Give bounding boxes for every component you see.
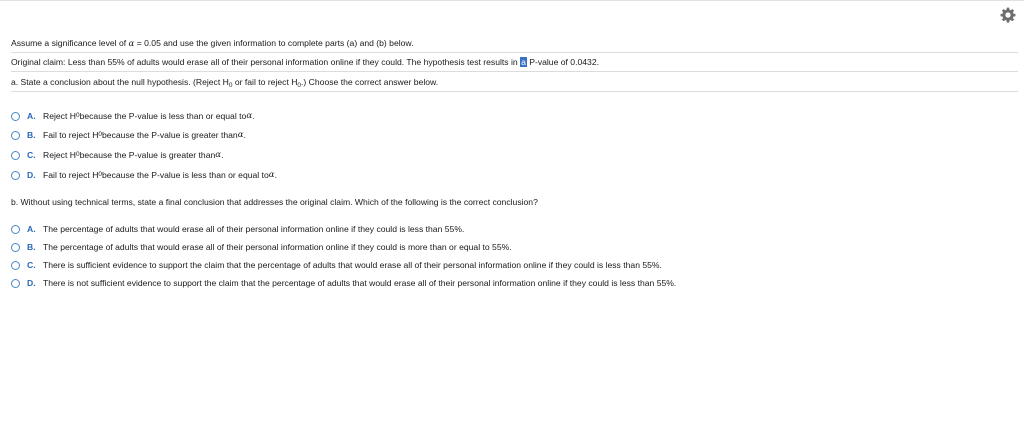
alpha-symbol: α xyxy=(128,39,135,49)
radio-button[interactable] xyxy=(11,131,20,140)
radio-button[interactable] xyxy=(11,243,20,252)
part-b-question: b. Without using technical terms, state a final conclusion that addresses the original claim. Which of the following is the correct conclusion? xyxy=(11,197,538,207)
part-b-option-c[interactable] xyxy=(11,259,662,271)
option-text: There is not sufficient evidence to support the claim that the percentage of adults that would erase all of their personal information online if they could is less than 55%. xyxy=(43,278,677,288)
claim-highlight: a xyxy=(521,57,526,67)
option-letter: B. xyxy=(27,242,36,252)
option-text: Reject H xyxy=(43,150,76,160)
radio-button[interactable] xyxy=(11,261,20,270)
option-letter: A. xyxy=(27,111,36,121)
subscript: 0 xyxy=(297,82,302,89)
option-letter: D. xyxy=(27,170,36,180)
option-text: Fail to reject H xyxy=(43,170,99,180)
part-a-q1: a. State a conclusion about the null hypothesis. (Reject H xyxy=(11,77,229,87)
alpha-symbol: α xyxy=(246,111,253,121)
option-end: . xyxy=(274,170,277,180)
radio-button[interactable] xyxy=(11,112,20,121)
part-b-option-d[interactable] xyxy=(11,277,676,289)
gear-icon[interactable] xyxy=(1000,7,1016,23)
option-text: Reject H xyxy=(43,111,76,121)
option-text: because the P-value is greater than xyxy=(79,150,216,160)
divider xyxy=(11,91,1018,92)
radio-button[interactable] xyxy=(11,151,20,160)
radio-button[interactable] xyxy=(11,279,20,288)
option-letter: C. xyxy=(27,150,36,160)
top-divider xyxy=(0,0,1024,1)
option-text: The percentage of adults that would erase all of their personal information online if they could is more than or equal to 55%. xyxy=(43,242,512,252)
option-text: because the P-value is less than or equal to xyxy=(102,170,269,180)
option-end: . xyxy=(252,111,255,121)
option-letter: B. xyxy=(27,130,36,140)
intro-alpha-value: = 0.05 and use the given information to complete parts (a) and (b) below. xyxy=(134,38,414,48)
option-text: The percentage of adults that would erase all of their personal information online if they could is less than 55%. xyxy=(43,224,465,234)
divider xyxy=(11,71,1018,72)
claim-pvalue: P-value of 0.0432. xyxy=(526,57,599,67)
option-text: Fail to reject H xyxy=(43,130,99,140)
alpha-symbol: α xyxy=(215,150,222,160)
part-a-option-a[interactable]: A. Reject H 0 because the P-value is less than or equal to α . xyxy=(11,110,255,122)
intro-prefix: Assume a significance level of xyxy=(11,38,129,48)
option-text: because the P-value is less than or equal to xyxy=(79,111,247,121)
alpha-symbol: α xyxy=(237,130,244,140)
radio-button[interactable] xyxy=(11,171,20,180)
part-a-q2: or fail to reject H xyxy=(232,77,298,87)
part-b-option-a[interactable] xyxy=(11,223,464,235)
option-letter: C. xyxy=(27,260,36,270)
option-end: . xyxy=(221,150,224,160)
part-b-option-b[interactable] xyxy=(11,241,512,253)
part-a-q3: .) Choose the correct answer below. xyxy=(301,77,439,87)
option-end: . xyxy=(243,130,246,140)
part-a-option-d[interactable]: D. Fail to reject H 0 because the P-value is less than or equal to α . xyxy=(11,169,277,181)
option-text: because the P-value is greater than xyxy=(102,130,238,140)
option-letter: D. xyxy=(27,278,36,288)
alpha-symbol: α xyxy=(268,170,275,180)
subscript: 0 xyxy=(228,82,233,89)
original-claim xyxy=(11,57,599,68)
radio-button[interactable] xyxy=(11,225,20,234)
part-a-option-c[interactable]: C. Reject H 0 because the P-value is greater than α . xyxy=(11,149,223,161)
option-letter: A. xyxy=(27,224,36,234)
option-text: There is sufficient evidence to support the claim that the percentage of adults that would erase all of their personal information online if they could is less than 55%. xyxy=(43,260,662,270)
divider xyxy=(11,52,1018,53)
part-a-option-b[interactable]: B. Fail to reject H 0 because the P-value is greater than α . xyxy=(11,129,246,141)
intro-text xyxy=(11,38,414,50)
part-a-question xyxy=(11,77,438,88)
claim-text: Original claim: Less than 55% of adults would erase all of their personal information online if they could. The hypothesis test results in xyxy=(11,57,521,67)
